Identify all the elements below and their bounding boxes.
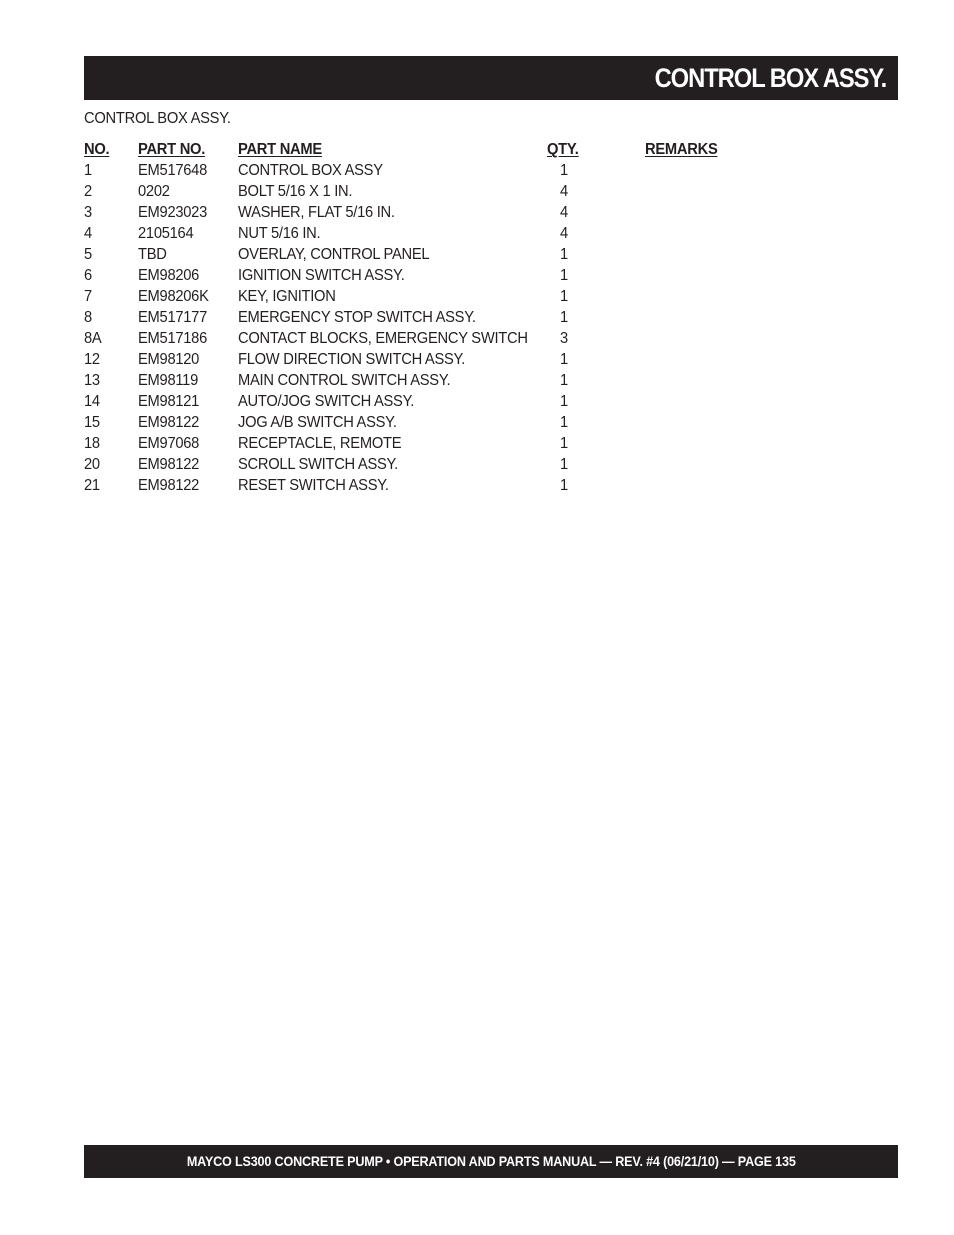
- row-part-no: 2105164: [138, 225, 194, 242]
- table-row: [84, 181, 784, 202]
- row-part-no: EM98122: [138, 414, 200, 431]
- row-part-name: CONTACT BLOCKS, EMERGENCY SWITCH: [238, 330, 528, 347]
- row-qty: 1: [560, 351, 568, 368]
- row-part-name: RECEPTACLE, REMOTE: [238, 435, 402, 452]
- footer-text: MAYCO LS300 CONCRETE PUMP • OPERATION AND PARTS MANUAL — REV. #4 (06/21/10) — PAGE 135: [186, 1153, 796, 1169]
- row-part-no: EM98119: [138, 372, 199, 389]
- row-qty: 4: [560, 225, 568, 242]
- row-qty: 1: [560, 456, 568, 473]
- row-qty: 1: [560, 162, 568, 179]
- row-no: 12: [84, 351, 100, 368]
- row-part-no: 0202: [138, 183, 170, 200]
- row-no: 20: [84, 456, 100, 473]
- row-no: 1: [84, 162, 92, 179]
- row-part-name: NUT 5/16 IN.: [238, 225, 321, 242]
- page-footer-bar: [84, 1145, 898, 1178]
- row-part-name: KEY, IGNITION: [238, 288, 336, 305]
- table-row: [84, 412, 784, 433]
- table-row: [84, 160, 784, 181]
- row-no: 6: [84, 267, 92, 284]
- row-part-no: EM98122: [138, 477, 200, 494]
- row-no: 4: [84, 225, 92, 242]
- row-part-name: AUTO/JOG SWITCH ASSY.: [238, 393, 415, 410]
- row-part-name: SCROLL SWITCH ASSY.: [238, 456, 399, 473]
- table-row: [84, 433, 784, 454]
- row-part-no: EM98121: [138, 393, 200, 410]
- row-part-name: MAIN CONTROL SWITCH ASSY.: [238, 372, 451, 389]
- row-qty: 1: [560, 267, 568, 284]
- parts-table: [84, 139, 784, 496]
- row-part-name: BOLT 5/16 X 1 IN.: [238, 183, 353, 200]
- row-qty: 4: [560, 183, 568, 200]
- row-part-name: IGNITION SWITCH ASSY.: [238, 267, 405, 284]
- table-row: [84, 328, 784, 349]
- row-qty: 1: [560, 435, 568, 452]
- row-part-name: JOG A/B SWITCH ASSY.: [238, 414, 397, 431]
- row-part-no: EM98122: [138, 456, 200, 473]
- row-part-no: TBD: [138, 246, 167, 263]
- row-qty: 1: [560, 414, 568, 431]
- row-part-no: EM98206K: [138, 288, 209, 305]
- column-header-qty: QTY.: [547, 141, 579, 158]
- page-footer: [84, 1153, 898, 1169]
- row-part-name: FLOW DIRECTION SWITCH ASSY.: [238, 351, 466, 368]
- row-no: 14: [84, 393, 100, 410]
- column-header-remarks: REMARKS: [645, 141, 718, 158]
- row-part-no: EM517177: [138, 309, 207, 326]
- table-row: [84, 223, 784, 244]
- table-row: [84, 244, 784, 265]
- row-no: 7: [84, 288, 92, 305]
- row-part-no: EM98120: [138, 351, 200, 368]
- row-qty: 1: [560, 309, 568, 326]
- row-no: 13: [84, 372, 100, 389]
- column-header-no: NO.: [84, 141, 110, 158]
- row-part-no: EM517186: [138, 330, 207, 347]
- row-qty: 1: [560, 246, 568, 263]
- row-part-no: EM98206: [138, 267, 200, 284]
- row-part-name: CONTROL BOX ASSY: [238, 162, 383, 179]
- row-part-no: EM923023: [138, 204, 207, 221]
- section-subtitle: CONTROL BOX ASSY.: [84, 110, 231, 127]
- row-part-no: EM517648: [138, 162, 207, 179]
- row-part-name: WASHER, FLAT 5/16 IN.: [238, 204, 395, 221]
- row-qty: 1: [560, 477, 568, 494]
- table-row: [84, 475, 784, 496]
- row-no: 2: [84, 183, 92, 200]
- row-part-name: RESET SWITCH ASSY.: [238, 477, 389, 494]
- table-header-row: [84, 139, 784, 160]
- row-no: 8: [84, 309, 92, 326]
- column-header-part-no: PART NO.: [138, 141, 206, 158]
- row-qty: 4: [560, 204, 568, 221]
- table-row: [84, 265, 784, 286]
- table-row: [84, 370, 784, 391]
- table-row: [84, 454, 784, 475]
- row-qty: 1: [560, 372, 568, 389]
- row-part-no: EM97068: [138, 435, 200, 452]
- row-no: 8A: [84, 330, 102, 347]
- row-no: 5: [84, 246, 92, 263]
- table-row: [84, 307, 784, 328]
- page-title-bar: [84, 56, 898, 100]
- page-title: CONTROL BOX ASSY.: [654, 63, 886, 93]
- table-row: [84, 349, 784, 370]
- row-no: 21: [84, 477, 100, 494]
- table-row: [84, 286, 784, 307]
- row-part-name: OVERLAY, CONTROL PANEL: [238, 246, 430, 263]
- row-qty: 1: [560, 393, 568, 410]
- row-no: 18: [84, 435, 100, 452]
- row-no: 15: [84, 414, 100, 431]
- column-header-part-name: PART NAME: [238, 141, 322, 158]
- row-qty: 3: [560, 330, 568, 347]
- row-part-name: EMERGENCY STOP SWITCH ASSY.: [238, 309, 476, 326]
- row-no: 3: [84, 204, 92, 221]
- table-row: [84, 202, 784, 223]
- row-qty: 1: [560, 288, 568, 305]
- table-row: [84, 391, 784, 412]
